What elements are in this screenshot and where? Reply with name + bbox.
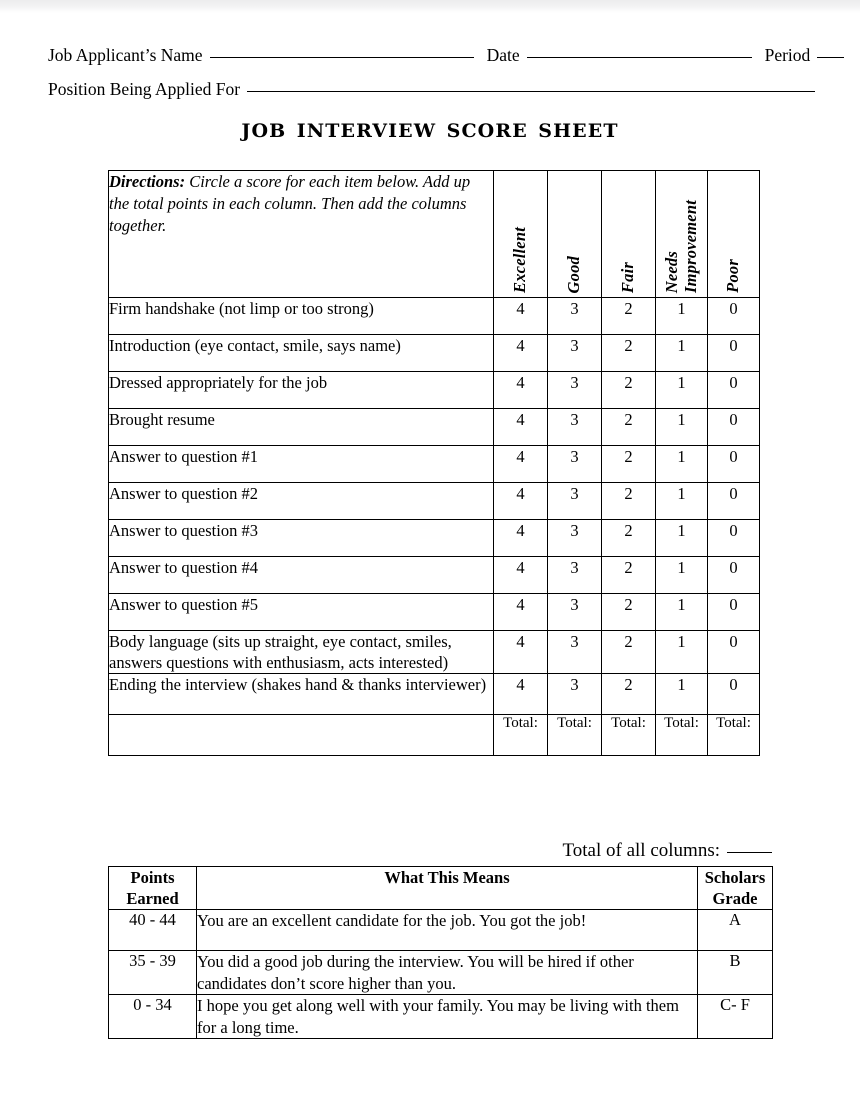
table-row [109,557,760,594]
position-label: Position Being Applied For [48,79,241,99]
applicant-name-label: Job Applicant’s Name [48,45,203,65]
grade-header-points [109,867,197,910]
score-option-needs-improvement[interactable]: 1 [656,631,708,674]
table-row [109,520,760,557]
score-item-label: Answer to question #4 [109,557,494,594]
table-row [109,409,760,446]
total-of-all-columns [0,840,772,862]
score-option-fair[interactable]: 2 [602,483,656,520]
score-option-poor[interactable]: 0 [708,446,760,483]
position-field[interactable] [247,80,815,92]
applicant-name-field[interactable] [210,46,474,58]
table-row [109,674,760,715]
score-item-label: Introduction (eye contact, smile, says name) [109,335,494,372]
score-option-excellent[interactable]: 4 [494,372,548,409]
total-needs-improvement[interactable]: Total: [656,715,708,756]
table-row [109,594,760,631]
score-item-label-line2: answers questions with enthusiasm, acts interested) [109,653,449,673]
grade-header-grade-line2: Grade [712,889,758,909]
score-option-needs-improvement[interactable]: 1 [656,298,708,335]
score-option-needs-improvement[interactable]: 1 [656,557,708,594]
score-option-excellent[interactable]: 4 [494,631,548,674]
table-row [109,298,760,335]
score-item-label: Answer to question #1 [109,446,494,483]
score-option-needs-improvement[interactable]: 1 [656,594,708,631]
grade-points-range: 40 - 44 [109,910,197,951]
score-item-label: Brought resume [109,409,494,446]
column-header-fair [602,171,656,298]
score-item-label-line1: Body language (sits up straight, eye contact, smiles, [109,632,452,651]
period-label: Period [764,45,811,65]
score-table-header-row [109,171,760,298]
score-option-good[interactable]: 3 [548,335,602,372]
grade-table-header-row [109,867,773,910]
score-option-fair[interactable]: 2 [602,372,656,409]
directions-label: Directions: [109,172,186,191]
score-option-poor[interactable]: 0 [708,298,760,335]
grade-points-range: 35 - 39 [109,951,197,995]
score-option-fair[interactable]: 2 [602,520,656,557]
score-option-excellent[interactable]: 4 [494,446,548,483]
score-option-poor[interactable]: 0 [708,335,760,372]
applicant-info-row [48,46,844,65]
score-option-excellent[interactable]: 4 [494,674,548,715]
total-poor[interactable]: Total: [708,715,760,756]
score-option-good[interactable]: 3 [548,594,602,631]
grade-meaning-text [197,910,698,951]
grade-header-grade-line1: Scholars [704,868,766,887]
score-option-fair[interactable]: 2 [602,631,656,674]
grade-points-range: 0 - 34 [109,995,197,1039]
date-label: Date [486,45,520,65]
score-option-needs-improvement[interactable]: 1 [656,483,708,520]
table-row [109,446,760,483]
total-fair[interactable]: Total: [602,715,656,756]
page-title: job interview score sheet [241,113,619,144]
grade-meaning-line1: You are an excellent candidate for the job. You got the job! [197,911,587,931]
column-header-excellent [494,171,548,298]
grade-header-meaning: What This Means [197,867,698,910]
table-row [109,335,760,372]
column-header-needs-label: Needs [662,250,681,293]
score-option-fair[interactable]: 2 [602,446,656,483]
table-row [109,372,760,409]
score-option-good[interactable]: 3 [548,631,602,674]
score-option-needs-improvement[interactable]: 1 [656,674,708,715]
grade-meaning-text [197,995,698,1039]
total-of-all-columns-field[interactable] [727,840,772,853]
grade-table-row [109,951,773,995]
grade-letter: A [698,910,773,951]
date-field[interactable] [527,46,752,58]
score-option-poor[interactable]: 0 [708,631,760,674]
column-header-poor [708,171,760,298]
score-option-needs-improvement[interactable]: 1 [656,335,708,372]
grade-letter: B [698,951,773,995]
column-header-good-label: Good [564,255,584,293]
score-option-poor[interactable]: 0 [708,594,760,631]
score-item-label: Dressed appropriately for the job [109,372,494,409]
totals-blank-cell [109,715,494,756]
grade-meaning-line2: for a long time. [197,1017,299,1037]
column-header-excellent-label: Excellent [510,227,530,293]
score-option-fair[interactable]: 2 [602,557,656,594]
score-option-excellent[interactable]: 4 [494,594,548,631]
column-header-improvement-label: Improvement [680,200,700,293]
grade-meaning-line2: candidates don’t score higher than you. [197,973,457,993]
score-option-poor[interactable]: 0 [708,674,760,715]
score-option-poor[interactable]: 0 [708,520,760,557]
total-good[interactable]: Total: [548,715,602,756]
score-option-good[interactable]: 3 [548,520,602,557]
grade-header-scholars-grade [698,867,773,910]
grade-table-row [109,910,773,951]
score-option-fair[interactable]: 2 [602,335,656,372]
score-item-label: Firm handshake (not limp or too strong) [109,298,494,335]
score-option-good[interactable]: 3 [548,372,602,409]
total-of-all-columns-label: Total of all columns: [562,840,720,861]
score-option-excellent[interactable]: 4 [494,520,548,557]
period-field[interactable] [817,46,844,58]
score-option-fair[interactable]: 2 [602,409,656,446]
total-excellent[interactable]: Total: [494,715,548,756]
score-item-label: Answer to question #5 [109,594,494,631]
directions-text: Circle a score for each item below. Add up the total points in each column. Then add the columns together. [109,172,471,235]
score-option-poor[interactable]: 0 [708,409,760,446]
column-header-fair-label: Fair [618,261,638,293]
score-option-excellent[interactable]: 4 [494,557,548,594]
score-option-needs-improvement[interactable]: 1 [656,520,708,557]
grade-meaning-line1: I hope you get along well with your family. You may be living with them [197,996,679,1016]
score-option-poor[interactable]: 0 [708,483,760,520]
grade-table-row [109,995,773,1039]
score-option-good[interactable]: 3 [548,674,602,715]
grade-header-points-line2: Earned [126,889,179,909]
score-option-excellent[interactable]: 4 [494,483,548,520]
column-header-poor-label: Poor [723,259,743,293]
grade-meaning-line1: You did a good job during the interview. You will be hired if other [197,952,634,972]
totals-row [109,715,760,756]
score-option-needs-improvement[interactable]: 1 [656,372,708,409]
score-option-good[interactable]: 3 [548,483,602,520]
score-option-fair[interactable]: 2 [602,594,656,631]
grade-letter: C- F [698,995,773,1039]
position-info-row [48,80,815,99]
score-option-needs-improvement[interactable]: 1 [656,446,708,483]
score-table [108,170,760,756]
table-row [109,483,760,520]
score-option-good[interactable]: 3 [548,446,602,483]
score-option-excellent[interactable]: 4 [494,409,548,446]
score-option-needs-improvement[interactable]: 1 [656,409,708,446]
score-option-poor[interactable]: 0 [708,557,760,594]
score-item-label: Ending the interview (shakes hand & thanks interviewer) [109,674,494,715]
score-option-excellent[interactable]: 4 [494,298,548,335]
score-option-good[interactable]: 3 [548,557,602,594]
score-item-label [109,631,494,674]
score-item-label: Answer to question #2 [109,483,494,520]
grade-meaning-text [197,951,698,995]
score-option-good[interactable]: 3 [548,298,602,335]
score-option-fair[interactable]: 2 [602,674,656,715]
column-header-good [548,171,602,298]
directions-cell [109,171,494,298]
score-option-good[interactable]: 3 [548,409,602,446]
score-option-poor[interactable]: 0 [708,372,760,409]
table-row [109,631,760,674]
grade-key-table [108,866,773,1039]
score-option-fair[interactable]: 2 [602,298,656,335]
column-header-needs-improvement [656,171,708,298]
score-option-excellent[interactable]: 4 [494,335,548,372]
score-item-label: Answer to question #3 [109,520,494,557]
grade-header-points-line1: Points [130,868,175,887]
